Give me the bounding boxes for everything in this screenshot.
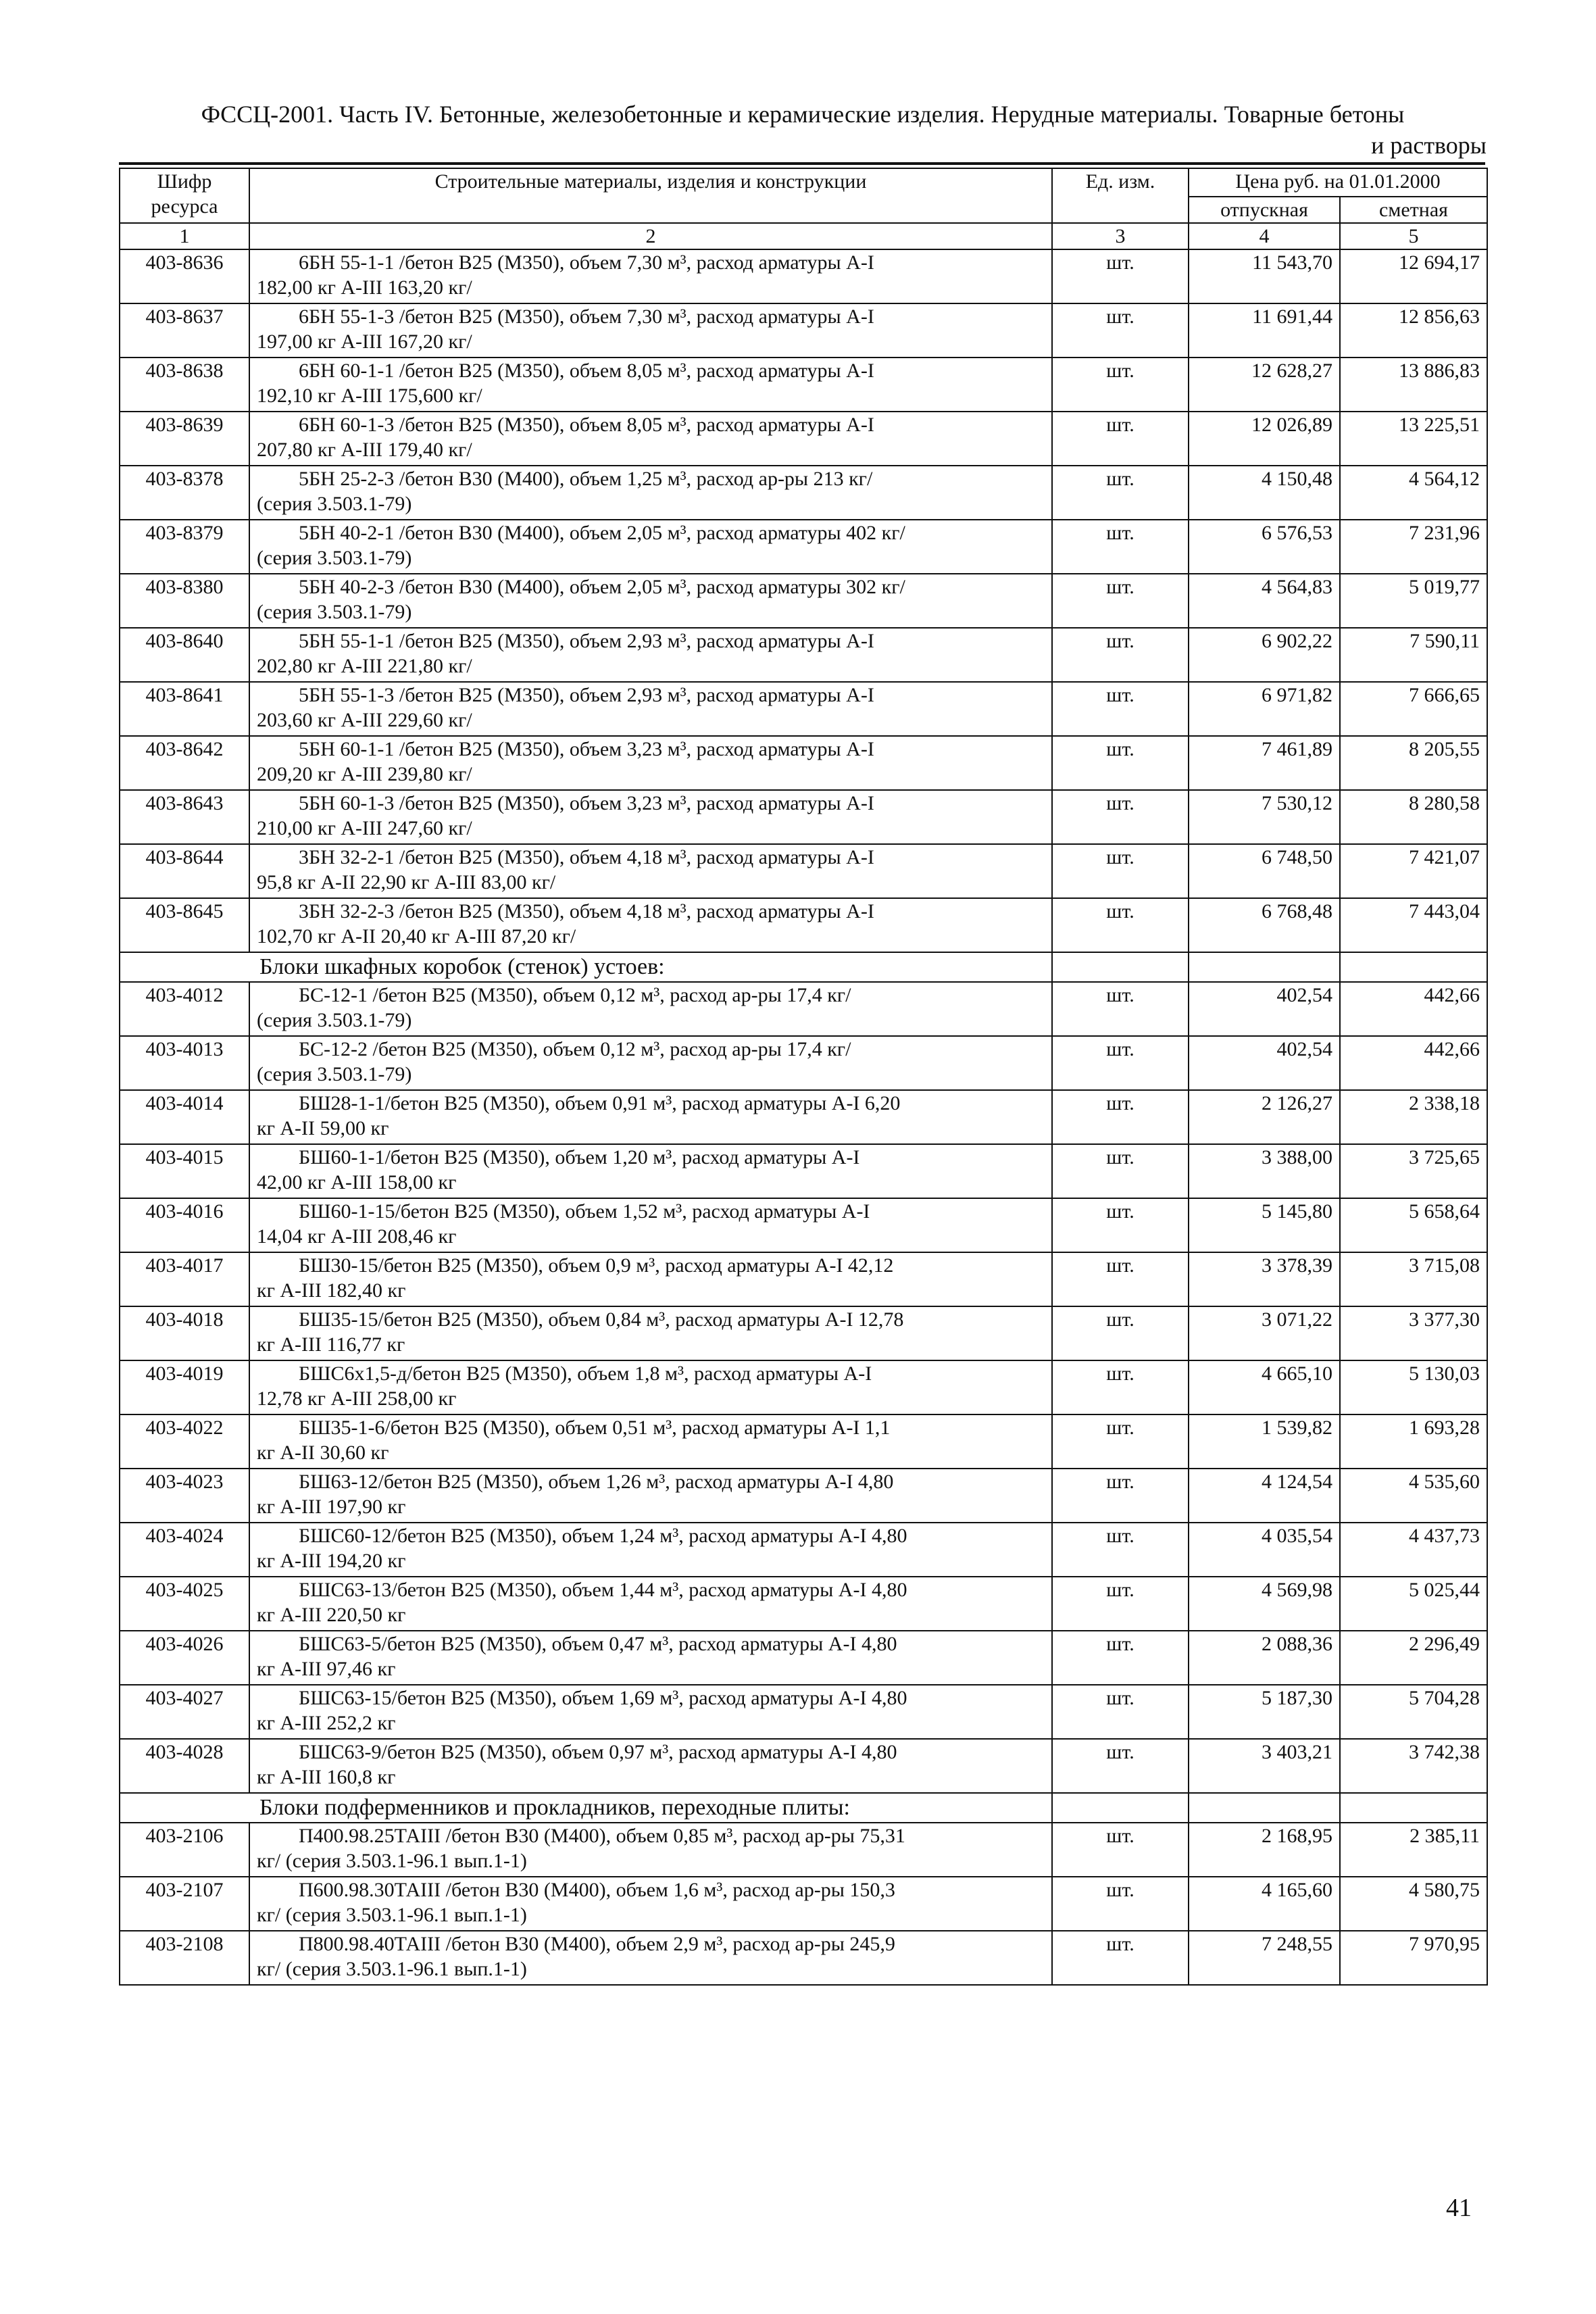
- item-description: [249, 1144, 1052, 1198]
- estimate-price-cell: 442,66: [1340, 1036, 1487, 1090]
- description-line-2: кг А-III 160,8 кг: [257, 1766, 396, 1788]
- table-row: [120, 1360, 1487, 1414]
- unit-cell: шт.: [1052, 466, 1189, 520]
- retail-price-cell: 12 628,27: [1189, 358, 1340, 412]
- resource-code: 403-4018: [120, 1306, 249, 1360]
- estimate-price-cell: 7 970,95: [1340, 1931, 1487, 1985]
- description-line-1: 5БН 55-1-3 /бетон В25 (М350), объем 2,93 м³, расход арматуры А-I: [299, 684, 874, 706]
- resource-code: 403-4019: [120, 1360, 249, 1414]
- retail-price-cell: 3 403,21: [1189, 1739, 1340, 1793]
- resource-code: 403-8643: [120, 790, 249, 844]
- unit-cell: шт.: [1052, 898, 1189, 952]
- resource-code: 403-4023: [120, 1469, 249, 1523]
- section-header-row: [120, 1793, 1487, 1823]
- resource-code: 403-8645: [120, 898, 249, 952]
- empty-cell: [1340, 1793, 1487, 1823]
- estimate-price-cell: 7 590,11: [1340, 628, 1487, 682]
- estimate-price-cell: 5 704,28: [1340, 1685, 1487, 1739]
- table-row: [120, 1823, 1487, 1877]
- estimate-price-cell: 1 693,28: [1340, 1414, 1487, 1469]
- resource-code: 403-8638: [120, 358, 249, 412]
- retail-price-cell: 11 543,70: [1189, 249, 1340, 303]
- description-line-2: 192,10 кг А-III 175,600 кг/: [257, 385, 482, 407]
- unit-cell: шт.: [1052, 682, 1189, 736]
- estimate-price-cell: 5 130,03: [1340, 1360, 1487, 1414]
- page-header-line1: ФССЦ-2001. Часть IV. Бетонные, железобетонные и керамические изделия. Нерудные материалы. Товарные бетоны: [201, 101, 1405, 128]
- estimate-price-cell: 5 019,77: [1340, 574, 1487, 628]
- estimate-price-cell: 12 694,17: [1340, 249, 1487, 303]
- retail-price-cell: 3 071,22: [1189, 1306, 1340, 1360]
- resource-code: 403-8378: [120, 466, 249, 520]
- unit-cell: шт.: [1052, 520, 1189, 574]
- description-line-2: кг А-III 116,77 кг: [257, 1333, 405, 1356]
- description-line-1: П400.98.25ТАIII /бетон В30 (М400), объем 0,85 м³, расход ар-ры 75,31: [299, 1825, 905, 1847]
- price-group-header: Цена руб. на 01.01.2000: [1189, 168, 1487, 197]
- description-line-1: П600.98.30ТАIII /бетон В30 (М400), объем 1,6 м³, расход ар-ры 150,3: [299, 1879, 895, 1901]
- estimate-price-cell: 5 658,64: [1340, 1198, 1487, 1252]
- table-row: [120, 1306, 1487, 1360]
- description-line-1: БШС60-12/бетон В25 (М350), объем 1,24 м³, расход арматуры А-I 4,80: [299, 1525, 907, 1547]
- unit-cell: шт.: [1052, 1877, 1189, 1931]
- estimate-price-cell: 4 580,75: [1340, 1877, 1487, 1931]
- item-description: [249, 1198, 1052, 1252]
- resource-code: 403-4016: [120, 1198, 249, 1252]
- retail-price-cell: 4 564,83: [1189, 574, 1340, 628]
- item-description: [249, 1631, 1052, 1685]
- table-row: [120, 1469, 1487, 1523]
- description-line-2: кг А-III 220,50 кг: [257, 1604, 406, 1626]
- description-line-1: 6БН 55-1-1 /бетон В25 (М350), объем 7,30 м³, расход арматуры А-I: [299, 251, 874, 274]
- retail-price-cell: 12 026,89: [1189, 412, 1340, 466]
- item-description: [249, 898, 1052, 952]
- resource-code: 403-4012: [120, 982, 249, 1036]
- description-line-2: 95,8 кг А-II 22,90 кг А-III 83,00 кг/: [257, 871, 556, 893]
- resource-code: 403-4022: [120, 1414, 249, 1469]
- item-description: [249, 790, 1052, 844]
- unit-cell: шт.: [1052, 1739, 1189, 1793]
- retail-price-cell: 2 088,36: [1189, 1631, 1340, 1685]
- estimate-price-cell: 2 385,11: [1340, 1823, 1487, 1877]
- description-line-2: кг А-III 197,90 кг: [257, 1496, 406, 1518]
- resource-code: 403-8642: [120, 736, 249, 790]
- description-line-1: БШ60-1-15/бетон В25 (М350), объем 1,52 м³, расход арматуры А-I: [299, 1200, 870, 1223]
- table-row: [120, 412, 1487, 466]
- description-line-2: 102,70 кг А-II 20,40 кг А-III 87,20 кг/: [257, 925, 576, 947]
- estimate-price-cell: 8 205,55: [1340, 736, 1487, 790]
- unit-cell: шт.: [1052, 1414, 1189, 1469]
- item-description: [249, 1360, 1052, 1414]
- resource-code: 403-8640: [120, 628, 249, 682]
- description-line-2: кг А-III 97,46 кг: [257, 1658, 396, 1680]
- unit-cell: шт.: [1052, 628, 1189, 682]
- description-line-1: 6БН 60-1-3 /бетон В25 (М350), объем 8,05 м³, расход арматуры А-I: [299, 414, 874, 436]
- description-line-2: 209,20 кг А-III 239,80 кг/: [257, 763, 472, 785]
- description-line-2: кг А-III 252,2 кг: [257, 1712, 396, 1734]
- retail-price-cell: 11 691,44: [1189, 303, 1340, 358]
- price-table: [119, 168, 1488, 1986]
- table-header-row: [120, 168, 1487, 197]
- retail-price-cell: 402,54: [1189, 982, 1340, 1036]
- header-rule: [119, 162, 1485, 165]
- description-line-1: БШ35-1-6/бетон В25 (М350), объем 0,51 м³, расход арматуры А-I 1,1: [299, 1417, 891, 1439]
- unit-cell: шт.: [1052, 1252, 1189, 1306]
- description-line-1: БШС6х1,5-д/бетон В25 (М350), объем 1,8 м³, расход арматуры А-I: [299, 1362, 872, 1385]
- unit-cell: шт.: [1052, 1469, 1189, 1523]
- page-header: [119, 99, 1487, 161]
- item-description: [249, 1252, 1052, 1306]
- description-line-1: 5БН 40-2-1 /бетон В30 (М400), объем 2,05 м³, расход арматуры 402 кг/: [299, 522, 905, 544]
- item-description: [249, 520, 1052, 574]
- page-header-line2: и растворы: [1371, 132, 1487, 159]
- estimate-price-cell: 3 715,08: [1340, 1252, 1487, 1306]
- retail-price-cell: 4 665,10: [1189, 1360, 1340, 1414]
- table-row: [120, 1144, 1487, 1198]
- retail-price-cell: 5 187,30: [1189, 1685, 1340, 1739]
- description-line-2: 42,00 кг А-III 158,00 кг: [257, 1171, 457, 1193]
- table-row: [120, 1577, 1487, 1631]
- resource-code: 403-8637: [120, 303, 249, 358]
- description-line-2: (серия 3.503.1-79): [257, 1009, 412, 1031]
- item-description: [249, 1823, 1052, 1877]
- table-row: [120, 358, 1487, 412]
- unit-cell: шт.: [1052, 574, 1189, 628]
- unit-cell: шт.: [1052, 1577, 1189, 1631]
- description-line-1: 5БН 60-1-1 /бетон В25 (М350), объем 3,23 м³, расход арматуры А-I: [299, 738, 874, 760]
- item-description: [249, 412, 1052, 466]
- table-row: [120, 249, 1487, 303]
- description-line-1: 3БН 32-2-1 /бетон В25 (М350), объем 4,18 м³, расход арматуры А-I: [299, 846, 874, 868]
- table-row: [120, 982, 1487, 1036]
- retail-price-cell: 6 768,48: [1189, 898, 1340, 952]
- table-row: [120, 1523, 1487, 1577]
- retail-price-cell: 4 124,54: [1189, 1469, 1340, 1523]
- unit-cell: шт.: [1052, 1198, 1189, 1252]
- table-row: [120, 898, 1487, 952]
- item-description: [249, 682, 1052, 736]
- resource-code: 403-4027: [120, 1685, 249, 1739]
- section-header-row: [120, 952, 1487, 982]
- description-line-2: кг А-III 194,20 кг: [257, 1550, 406, 1572]
- column-number: 5: [1340, 223, 1487, 249]
- retail-price-cell: 4 165,60: [1189, 1877, 1340, 1931]
- unit-cell: шт.: [1052, 1306, 1189, 1360]
- resource-code: 403-8380: [120, 574, 249, 628]
- code-column-header: Шифр ресурса: [120, 168, 249, 223]
- description-line-1: 6БН 60-1-1 /бетон В25 (М350), объем 8,05 м³, расход арматуры А-I: [299, 360, 874, 382]
- description-line-1: БШС63-13/бетон В25 (М350), объем 1,44 м³, расход арматуры А-I 4,80: [299, 1579, 907, 1601]
- description-line-1: БШ35-15/бетон В25 (М350), объем 0,84 м³, расход арматуры А-I 12,78: [299, 1308, 904, 1331]
- item-description: [249, 466, 1052, 520]
- item-description: [249, 1931, 1052, 1985]
- retail-price-cell: 2 126,27: [1189, 1090, 1340, 1144]
- description-line-2: кг/ (серия 3.503.1-96.1 вып.1-1): [257, 1850, 527, 1872]
- table-row: [120, 628, 1487, 682]
- estimate-price-cell: 13 886,83: [1340, 358, 1487, 412]
- estimate-price-cell: 7 231,96: [1340, 520, 1487, 574]
- description-line-2: кг/ (серия 3.503.1-96.1 вып.1-1): [257, 1958, 527, 1980]
- table-row: [120, 1414, 1487, 1469]
- item-description: [249, 1414, 1052, 1469]
- estimate-price-cell: 4 437,73: [1340, 1523, 1487, 1577]
- retail-price-cell: 3 388,00: [1189, 1144, 1340, 1198]
- table-row: [120, 1685, 1487, 1739]
- empty-cell: [1189, 952, 1340, 982]
- description-line-1: 5БН 25-2-3 /бетон В30 (М400), объем 1,25 м³, расход ар-ры 213 кг/: [299, 468, 873, 490]
- table-row: [120, 1931, 1487, 1985]
- table-row: [120, 1198, 1487, 1252]
- unit-cell: шт.: [1052, 1090, 1189, 1144]
- resource-code: 403-8639: [120, 412, 249, 466]
- item-description: [249, 1685, 1052, 1739]
- table-row: [120, 1036, 1487, 1090]
- item-description: [249, 1469, 1052, 1523]
- item-description: [249, 1306, 1052, 1360]
- unit-cell: шт.: [1052, 1631, 1189, 1685]
- column-number: 2: [249, 223, 1052, 249]
- description-line-1: П800.98.40ТАIII /бетон В30 (М400), объем 2,9 м³, расход ар-ры 245,9: [299, 1933, 895, 1955]
- description-line-1: 5БН 60-1-3 /бетон В25 (М350), объем 3,23 м³, расход арматуры А-I: [299, 792, 874, 814]
- estimate-price-cell: 7 443,04: [1340, 898, 1487, 952]
- unit-cell: шт.: [1052, 358, 1189, 412]
- estimate-price-cell: 12 856,63: [1340, 303, 1487, 358]
- estimate-price-cell: 13 225,51: [1340, 412, 1487, 466]
- item-description: [249, 1523, 1052, 1577]
- retail-price-cell: 6 576,53: [1189, 520, 1340, 574]
- estimate-price-cell: 5 025,44: [1340, 1577, 1487, 1631]
- unit-cell: шт.: [1052, 1823, 1189, 1877]
- item-description: [249, 574, 1052, 628]
- empty-cell: [1189, 1793, 1340, 1823]
- table-row: [120, 1877, 1487, 1931]
- item-description: [249, 1090, 1052, 1144]
- retail-price-cell: 7 248,55: [1189, 1931, 1340, 1985]
- item-description: [249, 358, 1052, 412]
- retail-price-cell: 4 569,98: [1189, 1577, 1340, 1631]
- column-number: 3: [1052, 223, 1189, 249]
- unit-cell: шт.: [1052, 412, 1189, 466]
- estimate-price-cell: 2 338,18: [1340, 1090, 1487, 1144]
- description-line-1: БШ63-12/бетон В25 (М350), объем 1,26 м³, расход арматуры А-I 4,80: [299, 1471, 894, 1493]
- resource-code: 403-2107: [120, 1877, 249, 1931]
- unit-cell: шт.: [1052, 1685, 1189, 1739]
- unit-cell: шт.: [1052, 1360, 1189, 1414]
- description-line-2: 197,00 кг А-III 167,20 кг/: [257, 330, 472, 353]
- section-title: Блоки подферменников и прокладников, переходные плиты:: [120, 1793, 1052, 1823]
- unit-cell: шт.: [1052, 303, 1189, 358]
- description-line-2: кг А-III 182,40 кг: [257, 1279, 406, 1302]
- retail-price-header: отпускная: [1189, 197, 1340, 223]
- retail-price-cell: 1 539,82: [1189, 1414, 1340, 1469]
- resource-code: 403-8636: [120, 249, 249, 303]
- description-line-2: кг/ (серия 3.503.1-96.1 вып.1-1): [257, 1904, 527, 1926]
- description-line-1: 6БН 55-1-3 /бетон В25 (М350), объем 7,30 м³, расход арматуры А-I: [299, 305, 874, 328]
- unit-cell: шт.: [1052, 249, 1189, 303]
- retail-price-cell: 7 530,12: [1189, 790, 1340, 844]
- estimate-price-cell: 7 421,07: [1340, 844, 1487, 898]
- empty-cell: [1052, 1793, 1189, 1823]
- description-line-2: 207,80 кг А-III 179,40 кг/: [257, 439, 472, 461]
- table-row: [120, 1631, 1487, 1685]
- item-description: [249, 736, 1052, 790]
- column-number: 1: [120, 223, 249, 249]
- description-line-1: БШС63-15/бетон В25 (М350), объем 1,69 м³, расход арматуры А-I 4,80: [299, 1687, 907, 1709]
- column-number: 4: [1189, 223, 1340, 249]
- resource-code: 403-4013: [120, 1036, 249, 1090]
- column-number-row: [120, 223, 1487, 249]
- unit-cell: шт.: [1052, 844, 1189, 898]
- resource-code: 403-4015: [120, 1144, 249, 1198]
- retail-price-cell: 402,54: [1189, 1036, 1340, 1090]
- description-line-2: 203,60 кг А-III 229,60 кг/: [257, 709, 472, 731]
- description-line-2: кг А-II 30,60 кг: [257, 1442, 389, 1464]
- description-line-1: 5БН 40-2-3 /бетон В30 (М400), объем 2,05 м³, расход арматуры 302 кг/: [299, 576, 905, 598]
- retail-price-cell: 7 461,89: [1189, 736, 1340, 790]
- table-row: [120, 736, 1487, 790]
- resource-code: 403-4028: [120, 1739, 249, 1793]
- name-column-header: Строительные материалы, изделия и конструкции: [249, 168, 1052, 223]
- description-line-2: (серия 3.503.1-79): [257, 1063, 412, 1085]
- table-row: [120, 1739, 1487, 1793]
- description-line-2: 210,00 кг А-III 247,60 кг/: [257, 817, 472, 839]
- table-row: [120, 1090, 1487, 1144]
- unit-column-header: Ед. изм.: [1052, 168, 1189, 223]
- table-row: [120, 520, 1487, 574]
- unit-cell: шт.: [1052, 1036, 1189, 1090]
- unit-cell: шт.: [1052, 736, 1189, 790]
- unit-cell: шт.: [1052, 1144, 1189, 1198]
- table-row: [120, 844, 1487, 898]
- resource-code: 403-8641: [120, 682, 249, 736]
- unit-cell: шт.: [1052, 1523, 1189, 1577]
- page-number: 41: [1446, 2194, 1472, 2222]
- resource-code: 403-2106: [120, 1823, 249, 1877]
- empty-cell: [1340, 952, 1487, 982]
- description-line-1: БШ60-1-1/бетон В25 (М350), объем 1,20 м³, расход арматуры А-I: [299, 1146, 860, 1168]
- resource-code: 403-4017: [120, 1252, 249, 1306]
- estimate-price-header: сметная: [1340, 197, 1487, 223]
- section-title: Блоки шкафных коробок (стенок) устоев:: [120, 952, 1052, 982]
- description-line-2: (серия 3.503.1-79): [257, 601, 412, 623]
- description-line-1: БС-12-2 /бетон В25 (М350), объем 0,12 м³, расход ар-ры 17,4 кг/: [299, 1038, 851, 1060]
- table-row: [120, 1252, 1487, 1306]
- description-line-1: БШ28-1-1/бетон В25 (М350), объем 0,91 м³, расход арматуры А-I 6,20: [299, 1092, 901, 1114]
- description-line-1: БШС63-5/бетон В25 (М350), объем 0,47 м³, расход арматуры А-I 4,80: [299, 1633, 897, 1655]
- resource-code: 403-4025: [120, 1577, 249, 1631]
- description-line-2: 182,00 кг А-III 163,20 кг/: [257, 276, 472, 299]
- item-description: [249, 982, 1052, 1036]
- item-description: [249, 1577, 1052, 1631]
- description-line-2: кг А-II 59,00 кг: [257, 1117, 389, 1139]
- item-description: [249, 1739, 1052, 1793]
- unit-cell: шт.: [1052, 982, 1189, 1036]
- description-line-1: 3БН 32-2-3 /бетон В25 (М350), объем 4,18 м³, расход арматуры А-I: [299, 900, 874, 922]
- table-row: [120, 682, 1487, 736]
- description-line-2: 12,78 кг А-III 258,00 кг: [257, 1387, 457, 1410]
- estimate-price-cell: 3 742,38: [1340, 1739, 1487, 1793]
- description-line-1: БШ30-15/бетон В25 (М350), объем 0,9 м³, расход арматуры А-I 42,12: [299, 1254, 894, 1277]
- estimate-price-cell: 4 564,12: [1340, 466, 1487, 520]
- estimate-price-cell: 3 377,30: [1340, 1306, 1487, 1360]
- retail-price-cell: 3 378,39: [1189, 1252, 1340, 1306]
- resource-code: 403-8644: [120, 844, 249, 898]
- retail-price-cell: 2 168,95: [1189, 1823, 1340, 1877]
- resource-code: 403-2108: [120, 1931, 249, 1985]
- estimate-price-cell: 4 535,60: [1340, 1469, 1487, 1523]
- description-line-1: 5БН 55-1-1 /бетон В25 (М350), объем 2,93 м³, расход арматуры А-I: [299, 630, 874, 652]
- description-line-1: БШС63-9/бетон В25 (М350), объем 0,97 м³, расход арматуры А-I 4,80: [299, 1741, 897, 1763]
- item-description: [249, 1036, 1052, 1090]
- description-line-2: 14,04 кг А-III 208,46 кг: [257, 1225, 457, 1248]
- item-description: [249, 628, 1052, 682]
- table-row: [120, 790, 1487, 844]
- estimate-price-cell: 2 296,49: [1340, 1631, 1487, 1685]
- unit-cell: шт.: [1052, 790, 1189, 844]
- estimate-price-cell: 3 725,65: [1340, 1144, 1487, 1198]
- resource-code: 403-4024: [120, 1523, 249, 1577]
- item-description: [249, 1877, 1052, 1931]
- retail-price-cell: 6 971,82: [1189, 682, 1340, 736]
- retail-price-cell: 4 035,54: [1189, 1523, 1340, 1577]
- description-line-2: 202,80 кг А-III 221,80 кг/: [257, 655, 472, 677]
- table-row: [120, 303, 1487, 358]
- retail-price-cell: 4 150,48: [1189, 466, 1340, 520]
- description-line-2: (серия 3.503.1-79): [257, 547, 412, 569]
- table-row: [120, 574, 1487, 628]
- unit-cell: шт.: [1052, 1931, 1189, 1985]
- retail-price-cell: 6 902,22: [1189, 628, 1340, 682]
- item-description: [249, 844, 1052, 898]
- table-row: [120, 466, 1487, 520]
- item-description: [249, 249, 1052, 303]
- retail-price-cell: 5 145,80: [1189, 1198, 1340, 1252]
- resource-code: 403-8379: [120, 520, 249, 574]
- estimate-price-cell: 8 280,58: [1340, 790, 1487, 844]
- estimate-price-cell: 7 666,65: [1340, 682, 1487, 736]
- description-line-2: (серия 3.503.1-79): [257, 493, 412, 515]
- resource-code: 403-4014: [120, 1090, 249, 1144]
- resource-code: 403-4026: [120, 1631, 249, 1685]
- estimate-price-cell: 442,66: [1340, 982, 1487, 1036]
- empty-cell: [1052, 952, 1189, 982]
- description-line-1: БС-12-1 /бетон В25 (М350), объем 0,12 м³, расход ар-ры 17,4 кг/: [299, 984, 851, 1006]
- retail-price-cell: 6 748,50: [1189, 844, 1340, 898]
- item-description: [249, 303, 1052, 358]
